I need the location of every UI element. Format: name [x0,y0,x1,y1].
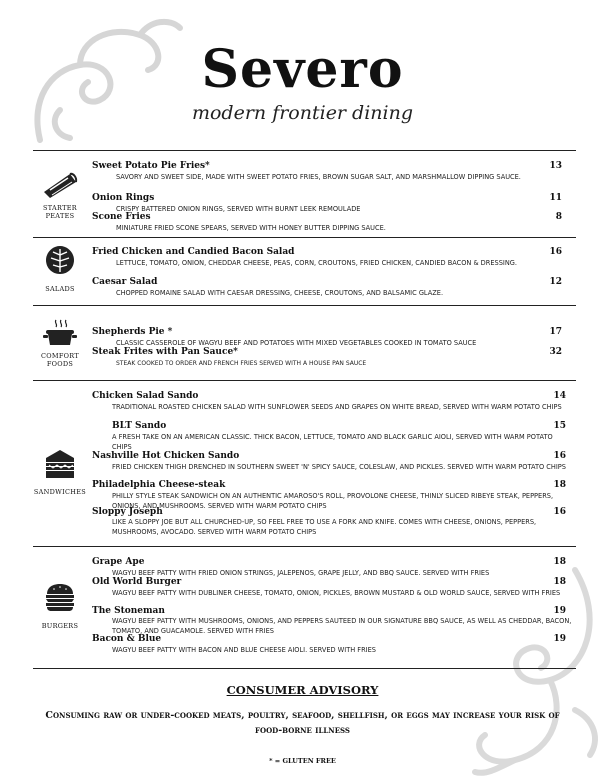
category-label: STARTER PEATES [43,204,77,220]
brand-tagline: modern frontier dining [191,102,414,124]
lettuce-leaf-icon [42,243,78,277]
item-name: Shepherds Pie * [92,327,173,337]
item-price: 18 [553,577,566,587]
brand-name: Severo [201,39,404,100]
item-description: WAGYU BEEF PATTY WITH BACON AND BLUE CHEESE AIOLI. SERVED WITH FRIES [112,646,376,654]
item-name: Steak Frites with Pan Sauce* [92,347,238,357]
item-name: Caesar Salad [92,277,158,287]
pie-slice-icon [40,168,80,200]
item-name: Philadelphia Cheese-steak [92,480,226,490]
item-price: 16 [553,507,566,517]
item-description: A FRESH TAKE ON AN AMERICAN CLASSIC. THICK BACON, LETTUCE, TOMATO AND BLACK GARLIC AIOLI, SERVED WITH WARM POTATO CHIPS [112,433,553,451]
item-name: Nashville Hot Chicken Sando [92,451,240,461]
section-divider [33,546,576,547]
item-name: BLT Sando [112,421,167,431]
section-divider [33,237,576,238]
item-price: 13 [549,161,562,171]
item-description: SAVORY AND SWEET SIDE, MADE WITH SWEET POTATO FRIES, BROWN SUGAR SALT, AND MARSHMALLOW DIPPING SAUCE. [116,173,521,181]
item-name: Sweet Potato Pie Fries* [92,161,210,171]
item-name: Chicken Salad Sando [92,391,199,401]
item-price: 16 [549,247,562,257]
item-price: 32 [549,347,562,357]
item-description: CLASSIC CASSEROLE OF WAGYU BEEF AND POTATOES WITH MIXED VEGETABLES COOKED IN TOMATO SAUCE [116,339,477,347]
item-name: Grape Ape [92,557,145,567]
category-label: SANDWICHES [33,488,87,496]
section-divider [33,305,576,306]
item-price: 18 [553,557,566,567]
category-sandwiches [30,448,90,496]
item-description: WAGYU BEEF PATTY WITH DUBLINER CHEESE, TOMATO, ONION, PICKLES, BROWN MUSTARD & OLD WORLD SAUCE, SERVED WITH FRIES [112,589,561,597]
item-description: CHOPPED ROMAINE SALAD WITH CAESAR DRESSING, CHEESE, CROUTONS, AND BALSAMIC GLAZE. [116,289,444,297]
section-divider [33,150,576,151]
item-description: WAGYU BEEF PATTY WITH MUSHROOMS, ONIONS, AND PEPPERS SAUTEED IN OUR SIGNATURE BBQ SAUCE, AS WELL AS CHEDDAR, BACON, TOMATO, AND GUACAMOLE. SERVED WITH FRIES [112,617,572,635]
item-description: PHILLY STYLE STEAK SANDWICH ON AN AUTHENTIC AMAROSO'S ROLL, PROVOLONE CHEESE, THINLY SLICED RIBEYE STEAK, PEPPERS, ONIONS, AND MUSHROOMS. SERVED WITH WARM POTATO CHIPS [112,492,554,510]
item-price: 8 [555,212,562,222]
item-price: 17 [549,327,562,337]
item-price: 19 [553,606,566,616]
item-name: Fried Chicken and Candied Bacon Salad [92,247,295,257]
item-description: LIKE A SLOPPY JOE BUT ALL CHURCHED-UP, SO FEEL FREE TO USE A FORK AND KNIFE. COMES WITH CHEESE, ONIONS, PEPPERS, MUSHROOMS, AVOCADO. SERVED WITH WARM POTATO CHIPS [112,518,537,536]
category-burgers [30,582,90,630]
category-starter [30,168,90,220]
sandwich-icon [43,448,77,480]
consumer-advisory-text: Consuming raw or under-cooked meats, poultry, seafood, shellfish, or eggs may increase your risk of food-borne illness [45,710,560,736]
item-name: Onion Rings [92,193,155,203]
item-price: 14 [553,391,566,401]
section-divider [33,380,576,381]
burger-icon [44,582,76,612]
item-description: TRADITIONAL ROASTED CHICKEN SALAD WITH SUNFLOWER SEEDS AND GRAPES ON WHITE BREAD, SERVED WITH WARM POTATO CHIPS [112,403,562,411]
item-price: 15 [553,421,566,431]
item-price: 16 [553,451,566,461]
item-description: MINIATURE FRIED SCONE SPEARS, SERVED WITH HONEY BUTTER DIPPING SAUCE. [116,224,386,232]
item-description: FRIED CHICKEN THIGH DRENCHED IN SOUTHERN SWEET 'N' SPICY SAUCE, COLESLAW, AND PICKLES. SERVED WITH WARM POTATO CHIPS [112,463,566,471]
item-price: 19 [553,634,566,644]
item-description: WAGYU BEEF PATTY WITH FRIED ONION STRINGS, JALEPENOS, GRAPE JELLY, AND BBQ SAUCE. SERVED WITH FRIES [112,569,490,577]
item-name: Sloppy Joseph [92,507,163,517]
gluten-free-footnote: * = GLUTEN FREE [269,757,336,765]
category-label: BURGERS [41,622,79,630]
item-description: LETTUCE, TOMATO, ONION, CHEDDAR CHEESE, PEAS, CORN, CROUTONS, FRIED CHICKEN, CANDIED BACON & DRESSING. [116,259,517,267]
item-description: CRISPY BATTERED ONION RINGS, SERVED WITH BURNT LEEK REMOULADE [116,205,361,213]
section-divider [33,668,576,669]
consumer-advisory-title: CONSUMER ADVISORY [226,683,379,697]
item-name: Bacon & Blue [92,634,162,644]
item-description: STEAK COOKED TO ORDER AND FRENCH FRIES SERVED WITH A HOUSE PAN SAUCE [116,360,367,367]
category-label: SALADS [45,285,75,293]
category-salads [30,243,90,293]
item-name: The Stoneman [92,606,165,616]
category-label: COMFORT FOODS [40,352,79,368]
casserole-pot-icon [42,318,78,348]
item-price: 11 [549,193,562,203]
category-comfort [30,318,90,368]
item-name: Scone Fries [92,212,151,222]
item-price: 12 [549,277,562,287]
item-name: Old World Burger [92,577,182,587]
item-price: 18 [553,480,566,490]
